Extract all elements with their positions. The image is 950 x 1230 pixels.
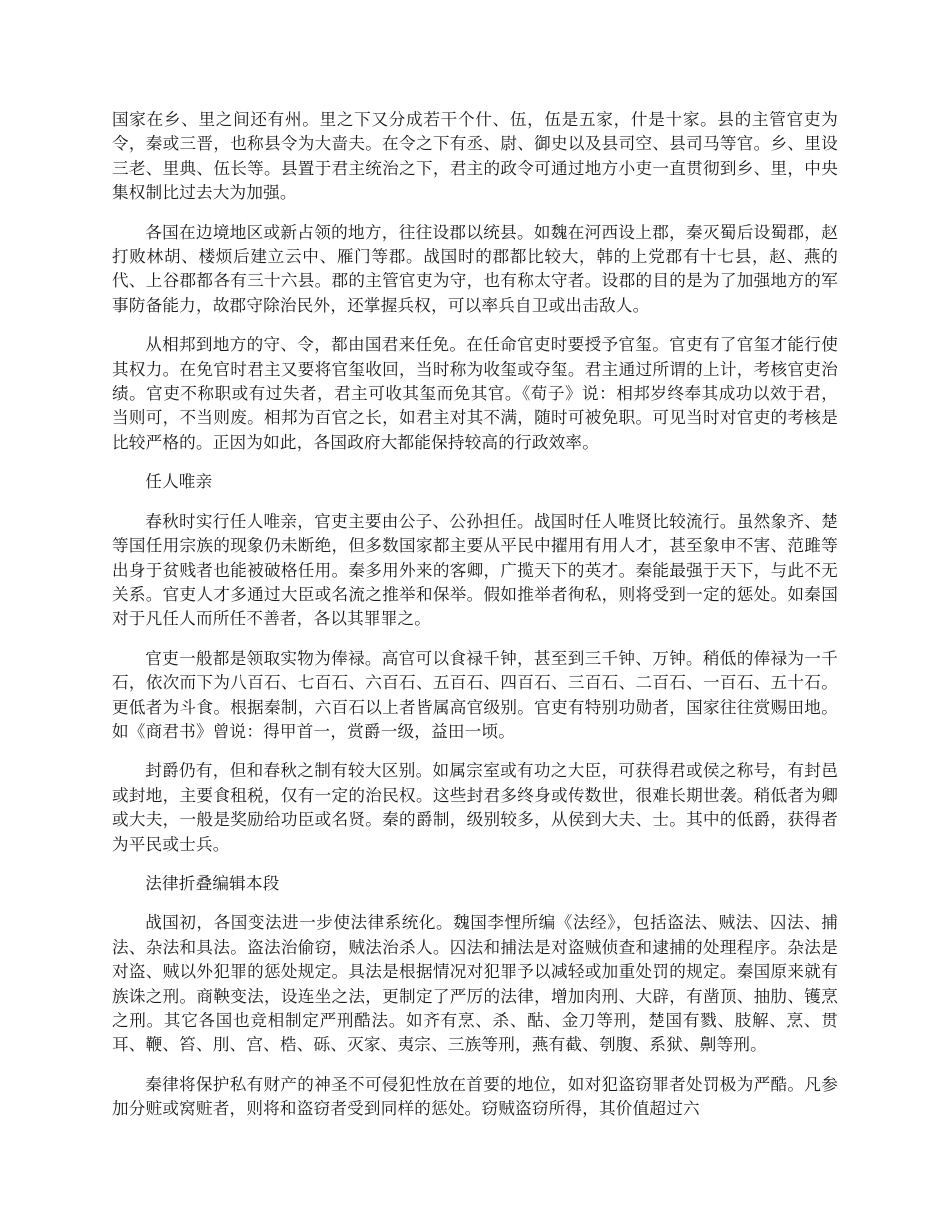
paragraph-merit-selection: 春秋时实行任人唯亲，官吏主要由公子、公孙担任。战国时任人唯贤比较流行。虽然象齐、楚等国任用宗族的现象仍未断绝，但多数国家都主要从平民中擢用有用人才，甚至象申不害、范雎等出身于贫贱者也能被破格任用。秦多用外来的客卿，广揽天下的英才。秦能最强于天下，与此不无关系。官吏人才多通过大臣或名流之推举和保举。假如推举者徇私，则将受到一定的惩处。如秦国对于凡任人而所任不善者，各以其罪罪之。 [112,511,838,629]
section-heading-nepotism: 任人唯亲 [145,472,213,492]
paragraph-official-appointment: 从相邦到地方的守、令，都由国君来任免。在任命官吏时要授予官玺。官吏有了官玺才能行使其权力。在免官时君主又要将官玺收回，当时称为收玺或夺玺。君主通过所谓的上计，考核官吏治绩。官吏不称职或有过失者，君主可收其玺而免其官。《荀子》说：相邦岁终奉其成功以效于君，当则可，不当则废。相邦为百官之长，如君主对其不满，随时可被免职。可见当时对官吏的考核是比较严格的。正因为如此，各国政府大都能保持较高的行政效率。 [112,335,838,452]
paragraph-border-commanderies: 各国在边境地区或新占领的地方，往往设郡以统县。如魏在河西设上郡，秦灭蜀后设蜀郡，赵打败林胡、楼烦后建立云中、雁门等郡。战国时的郡都比较大，韩的上党郡有十七县，赵、燕的代、上谷郡都各有三十六县。郡的主管官吏为守，也有称太守者。设郡的目的是为了加强地方的军事防备能力，故郡守除治民外，还掌握兵权，可以率兵自卫或出击敌人。 [112,222,838,315]
paragraph-qin-law: 秦律将保护私有财产的神圣不可侵犯性放在首要的地位，如对犯盗窃罪者处罚极为严酷。凡参加分赃或窝赃者，则将和盗窃者受到同样的惩处。窃贼盗窃所得，其价值超过六 [112,1074,838,1119]
paragraph-salaries: 官吏一般都是领取实物为俸禄。高官可以食禄千钟，甚至到三千钟、万钟。稍低的俸禄为一千石，依次而下为八百石、七百石、六百石、五百石、四百石、三百石、二百石、一百石、五十石。更低者为斗食。根据秦制，六百石以上者皆属高官级别。官吏有特别功勋者，国家往往赏赐田地。如《商君书》曾说：得甲首一，赏爵一级，益田一顷。 [112,648,838,741]
paragraph-county-administration: 国家在乡、里之间还有州。里之下又分成若干个什、伍，伍是五家，什是十家。县的主管官吏为令，秦或三晋，也称县令为大啬夫。在令之下有丞、尉、御史以及县司空、县司马等官。乡、里设三老、里典、伍长等。县置于君主统治之下，君主的政令可通过地方小吏一直贯彻到乡、里，中央集权制比过去大为加强。 [112,110,838,203]
paragraph-nobility: 封爵仍有，但和春秋之制有较大区别。如属宗室或有功之大臣，可获得君或侯之称号，有封邑或封地，主要食租税，仅有一定的治民权。这些封君多终身或传数世，很难长期世袭。稍低者为卿或大夫，一般是奖励给功臣或名贤。秦的爵制，级别较多，从侯到大夫、士。其中的低爵，获得者为平民或士兵。 [112,761,838,854]
paragraph-legal-codes: 战国初，各国变法进一步使法律系统化。魏国李悝所编《法经》，包括盗法、贼法、囚法、捕法、杂法和具法。盗法治偷窃，贼法治杀人。囚法和捕法是对盗贼侦查和逮捕的处理程序。杂法是对盗、贼以外犯罪的惩处规定。具法是根据情况对犯罪予以减轻或加重处罚的规定。秦国原来就有族诛之刑。商鞅变法，设连坐之法，更制定了严厉的法律，增加肉刑、大辟，有凿顶、抽肋、镬烹之刑。其它各国也竞相制定严刑酷法。如齐有烹、杀、酤、金刀等刑，楚国有戮、肢解、烹、贯耳、鞭、笞、刖、宫、梏、砾、灭家、夷宗、三族等刑，燕有截、刳腹、系狱、劓等刑。 [112,913,838,1055]
section-heading-law: 法律折叠编辑本段 [145,873,280,893]
